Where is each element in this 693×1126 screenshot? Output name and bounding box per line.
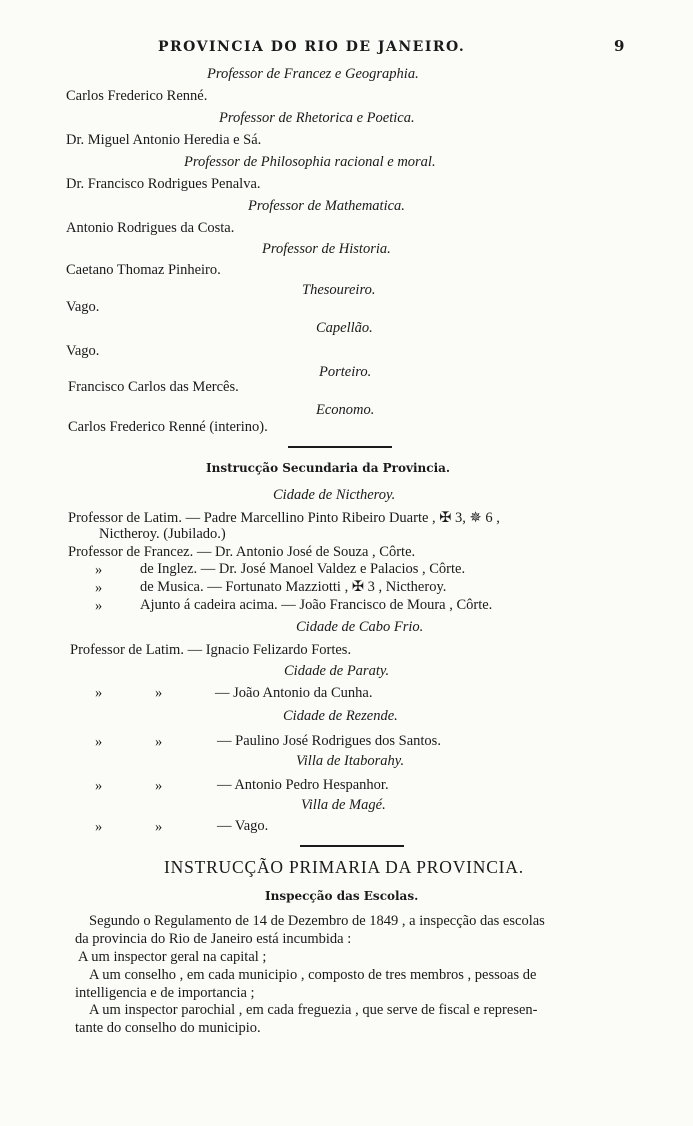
city-heading: Cidade de Paraty. <box>284 663 390 679</box>
appointment-line: de Musica. — Fortunato Mazziotti , ✠ 3 , Nictheroy. <box>140 579 447 595</box>
staff-name: Dr. Miguel Antonio Heredia e Sá. <box>66 132 262 148</box>
staff-name: Antonio Rodrigues da Costa. <box>66 220 235 236</box>
ditto-mark: » <box>95 819 103 835</box>
staff-name: Carlos Frederico Renné. <box>66 88 208 104</box>
ditto-mark: » <box>95 598 103 614</box>
body-line: Segundo o Regulamento de 14 de Dezembro de 1849 , a inspecção das escolas <box>89 913 545 929</box>
appointment-line: de Inglez. — Dr. José Manoel Valdez e Palacios , Côrte. <box>140 561 466 577</box>
section-divider <box>288 446 392 448</box>
running-header: PROVINCIA DO RIO DE JANEIRO. <box>158 39 466 55</box>
city-heading: Cidade de Nictheroy. <box>273 487 396 503</box>
section-divider <box>300 845 404 847</box>
staff-name: Francisco Carlos das Mercês. <box>68 379 239 395</box>
role-heading: Thesoureiro. <box>302 282 376 298</box>
role-heading: Professor de Rhetorica e Poetica. <box>219 110 415 126</box>
city-heading: Villa de Magé. <box>301 797 386 813</box>
ditto-mark: » <box>95 778 103 794</box>
appointment-line: — Paulino José Rodrigues dos Santos. <box>217 733 441 749</box>
staff-name: Vago. <box>66 343 100 359</box>
appointment-line: Professor de Latim. — Ignacio Felizardo Fortes. <box>70 642 352 658</box>
appointment-line: Ajunto á cadeira acima. — João Francisco de Moura , Côrte. <box>140 597 493 613</box>
ditto-mark: » <box>95 562 103 578</box>
ditto-mark: » <box>155 685 163 701</box>
body-line: tante do conselho do municipio. <box>75 1020 261 1036</box>
city-heading: Cidade de Rezende. <box>283 708 398 724</box>
role-heading: Economo. <box>316 402 375 418</box>
appointment-line: Professor de Latim. — Padre Marcellino Pinto Ribeiro Duarte , ✠ 3, ✵ 6 , <box>68 510 500 526</box>
city-heading: Villa de Itaborahy. <box>296 753 405 769</box>
staff-name: Carlos Frederico Renné (interino). <box>68 419 268 435</box>
section-heading: Instrucção Secundaria da Provincia. <box>206 461 451 475</box>
page-number: 9 <box>614 37 625 55</box>
body-line: A um conselho , em cada municipio , composto de tres membros , pessoas de <box>89 967 537 983</box>
appointment-line: — Vago. <box>217 818 269 834</box>
body-line: A um inspector parochial , em cada freguezia , que serve de fiscal e represen- <box>89 1002 538 1018</box>
role-heading: Professor de Francez e Geographia. <box>207 66 419 82</box>
role-heading: Professor de Philosophia racional e moral. <box>184 154 436 170</box>
body-line: A um inspector geral na capital ; <box>78 949 267 965</box>
ditto-mark: » <box>95 734 103 750</box>
ditto-mark: » <box>95 580 103 596</box>
body-line: intelligencia e de importancia ; <box>75 985 255 1001</box>
role-heading: Capellão. <box>316 320 373 336</box>
role-heading: Professor de Historia. <box>262 241 391 257</box>
city-heading: Cidade de Cabo Frio. <box>296 619 424 635</box>
staff-name: Dr. Francisco Rodrigues Penalva. <box>66 176 261 192</box>
ditto-mark: » <box>95 685 103 701</box>
staff-name: Caetano Thomaz Pinheiro. <box>66 262 221 278</box>
appointment-line: — João Antonio da Cunha. <box>215 685 373 701</box>
staff-name: Vago. <box>66 299 100 315</box>
ditto-mark: » <box>155 734 163 750</box>
appointment-line: Professor de Francez. — Dr. Antonio José de Souza , Côrte. <box>68 544 416 560</box>
appointment-line: Nictheroy. (Jubilado.) <box>99 526 226 542</box>
body-line: da provincia do Rio de Janeiro está incumbida : <box>75 931 352 947</box>
ditto-mark: » <box>155 819 163 835</box>
subsection-heading: Inspecção das Escolas. <box>265 889 419 903</box>
role-heading: Professor de Mathematica. <box>248 198 405 214</box>
ditto-mark: » <box>155 778 163 794</box>
role-heading: Porteiro. <box>319 364 372 380</box>
section-heading: INSTRUCÇÃO PRIMARIA DA PROVINCIA. <box>164 857 524 877</box>
appointment-line: — Antonio Pedro Hespanhor. <box>217 777 389 793</box>
